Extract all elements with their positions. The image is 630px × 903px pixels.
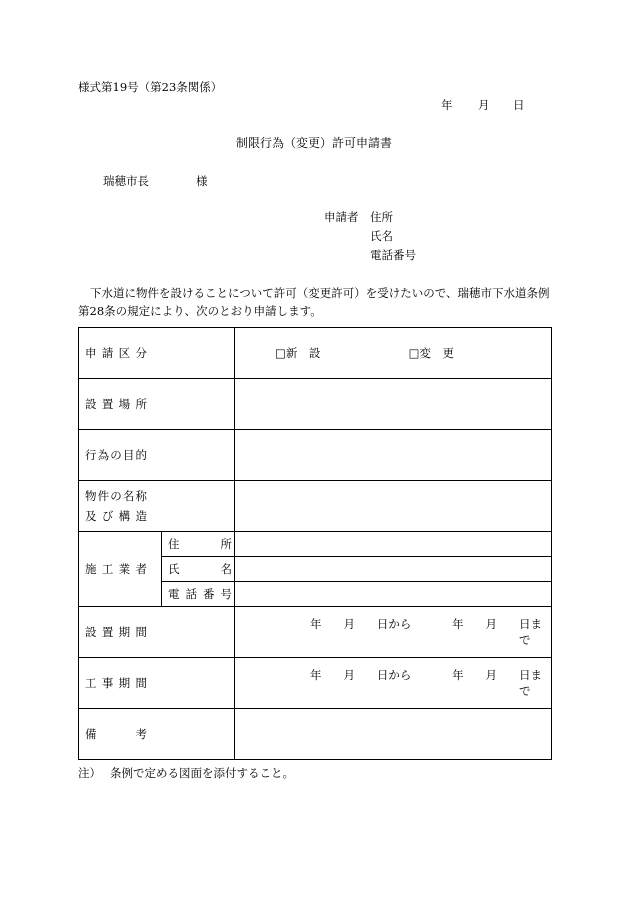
body-text-line2: 第28条の規定により、次のとおり申請します。: [78, 304, 322, 318]
location-label: 設 置 場 所: [85, 397, 147, 411]
application-type-label: 申 請 区 分: [85, 346, 147, 360]
addressee: 瑞穂市長: [103, 174, 149, 188]
contractor-name-field[interactable]: [235, 557, 552, 582]
contractor-label: 施 工 業 者: [85, 562, 147, 576]
object-label: 物 件 の 名 称 及 び 構 造: [85, 489, 147, 523]
applicant-name-label: 氏名: [370, 229, 393, 243]
checkbox-new[interactable]: □新 設: [275, 346, 321, 360]
row-location: [79, 379, 552, 430]
row-installation-period: [79, 607, 552, 658]
row-contractor-address: [79, 532, 552, 557]
date-year: 年: [441, 98, 453, 112]
purpose-field[interactable]: [235, 430, 552, 481]
location-field[interactable]: [235, 379, 552, 430]
remarks-field[interactable]: [235, 709, 552, 760]
object-field[interactable]: [235, 481, 552, 532]
applicant-address-label: 住所: [370, 210, 393, 224]
date-day: 日: [513, 98, 525, 112]
contractor-address-label: 住 所: [168, 537, 232, 551]
form-number: 様式第19号（第23条関係）: [78, 80, 223, 94]
row-purpose: [79, 430, 552, 481]
contractor-phone-label: 電 話 番 号: [168, 587, 232, 601]
footnote-mark: 注）: [78, 766, 101, 780]
construction-period-label: 工 事 期 間: [85, 676, 147, 690]
footnote-text: 条例で定める図面を添付すること。: [110, 766, 294, 780]
row-construction-period: [79, 658, 552, 709]
construction-period-field[interactable]: 年 月 日から 年 月 日まで: [235, 658, 552, 709]
applicant-label: 申請者: [324, 210, 359, 224]
application-form-table: [78, 327, 552, 760]
applicant-phone-label: 電話番号: [370, 248, 416, 262]
row-remarks: [79, 709, 552, 760]
contractor-address-field[interactable]: [235, 532, 552, 557]
document-title: 制限行為（変更）許可申請書: [236, 136, 393, 150]
checkbox-change[interactable]: □変 更: [408, 346, 455, 360]
contractor-phone-field[interactable]: [235, 582, 552, 607]
installation-period-field[interactable]: 年 月 日から 年 月 日まで: [235, 607, 552, 658]
date-month: 月: [478, 98, 490, 112]
remarks-label: 備 考: [85, 727, 147, 741]
purpose-label: 行 為 の 目 的: [85, 448, 147, 462]
honorific: 様: [196, 174, 208, 188]
body-text-line1: 下水道に物件を設けることについて許可（変更許可）を受けたいので、瑞穂市下水道条例: [90, 286, 550, 300]
contractor-name-label: 氏 名: [168, 562, 232, 576]
row-object: [79, 481, 552, 532]
row-application-type: [79, 328, 552, 379]
installation-period-label: 設 置 期 間: [85, 625, 147, 639]
